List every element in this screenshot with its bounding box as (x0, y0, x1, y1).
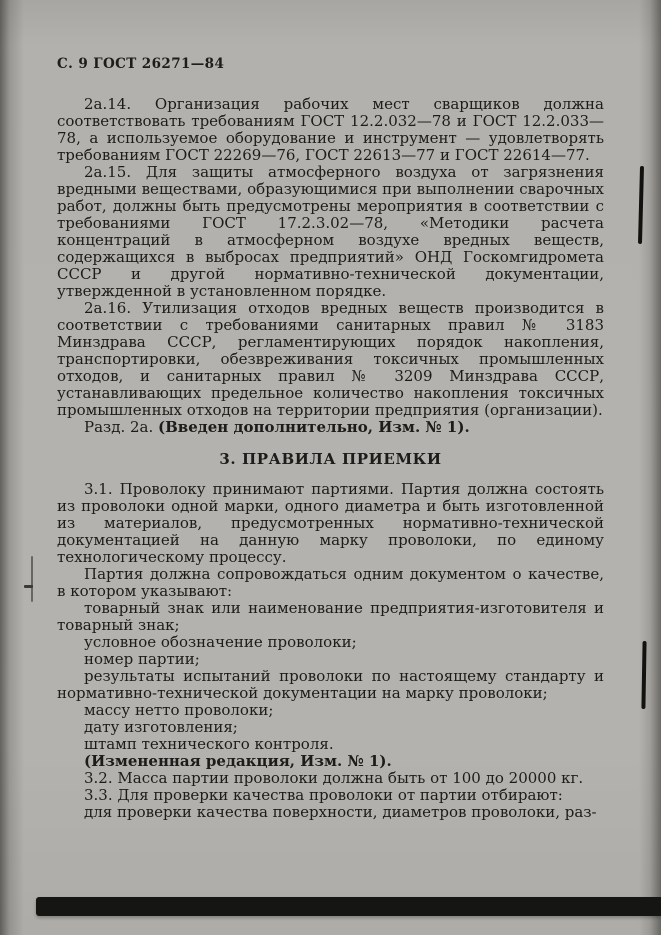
scan-ink-mark-left-dash (24, 585, 33, 588)
list-item-test-results: результаты испытаний проволоки по настоящему стандарту и нормативно-технической документации на марку проволоки; (57, 667, 604, 702)
scan-right-edge-shadow (639, 0, 661, 935)
razd-2a-prefix: Разд. 2а. (84, 418, 159, 436)
paragraph-2a-14: 2а.14. Организация рабочих мест сварщиков должна соответствовать требованиям ГОСТ 12.2.032—78 и ГОСТ 12.2.033—78, а используемое оборудование и инструмент — удовлетворять требованиям ГОСТ 22269—76, ГОСТ 22613—77 и ГОСТ 22614—77. (57, 95, 604, 164)
paragraph-3-1: 3.1. Проволоку принимают партиями. Партия должна состоять из проволоки одной марки, одного диаметра и быть изготовленной из материалов, предусмотренных нормативно-технической документацией на данную марку проволоки, по единому технологическому процессу. (57, 480, 604, 566)
paragraph-3-3: 3.3. Для проверки качества проволоки от партии отбирают: (84, 786, 563, 804)
scan-ink-mark-left-vertical (31, 556, 33, 602)
paragraph-3-2: 3.2. Масса партии проволоки должна быть от 100 до 20000 кг. (84, 769, 584, 787)
paragraph-2a-15: 2а.15. Для защиты атмосферного воздуха от загрязнения вредными веществами, образующимися при выполнении сварочных работ, должны быть предусмотрены мероприятия в соответствии с требованиями ГОСТ 17.2.3.02—78, «Методики расчета концентраций в атмосферном воздухе вредных веществ, содержащихся в выбросах предприятий» ОНД Госкомгидромета СССР и другой нормативно-технической документации, утвержденной в установленном порядке. (57, 163, 604, 300)
paragraph-3-3-item: для проверки качества поверхности, диаметров проволоки, раз- (84, 803, 597, 821)
scan-bottom-bar (36, 897, 661, 916)
amended-note: (Измененная редакция, Изм. № 1). (84, 752, 392, 770)
list-item-trademark: товарный знак или наименование предприятия-изготовителя и товарный знак; (57, 599, 604, 634)
paragraph-2a-16: 2а.16. Утилизация отходов вредных веществ производится в соответствии с требованиями санитарных правил № 3183 Минздрава СССР, регламентирующих порядок накопления, транспортировки, обезвреживания токсичных промышленных отходов, и санитарных правил № 3209 Минздрава СССР, устанавливающих предельное количество накопления токсичных промышленных отходов на территории предприятия (организации). (57, 299, 604, 419)
paragraph-3-1-document: Партия должна сопровождаться одним документом о качестве, в котором указывают: (57, 565, 604, 600)
list-item-batch-number: номер партии; (84, 650, 200, 668)
list-item-control-stamp: штамп технического контроля. (84, 735, 334, 753)
page-header: С. 9 ГОСТ 26271—84 (57, 56, 225, 72)
razd-2a-note: (Введен дополнительно, Изм. № 1). (158, 418, 470, 436)
list-item-net-mass: массу нетто проволоки; (84, 701, 274, 719)
paragraph-razd-2a (57, 419, 604, 436)
section-3-heading: 3. ПРАВИЛА ПРИЕМКИ (219, 450, 442, 468)
list-item-designation: условное обозначение проволоки; (84, 633, 357, 651)
scan-left-edge-shadow (0, 0, 24, 935)
document-body (57, 96, 604, 821)
list-item-manufacture-date: дату изготовления; (84, 718, 238, 736)
